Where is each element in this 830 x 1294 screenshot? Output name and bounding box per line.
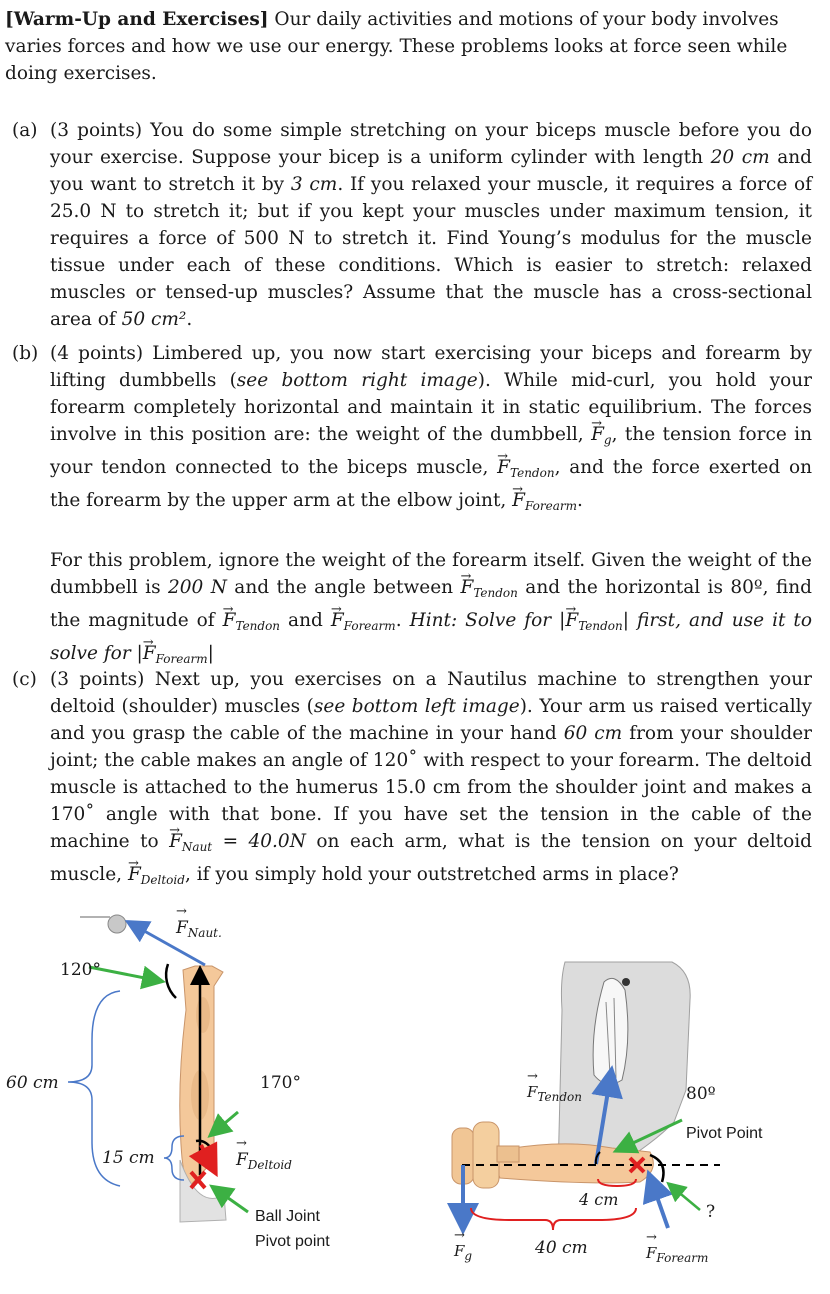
- part-b-hint: Hint: Solve for |→ $F_{Tendon}|$ first, and use it to solve for |→ $F_{Forearm}|$: [50, 610, 812, 664]
- part-b: (b) (4 points) Limbered up, you now start exercising your biceps and forearm by lifting dumbbells (see bottom right image). While mid-curl, you hold your forearm completely horizontal and maintain it in static equilibrium. The forces involve in this position are: the weight of the dumbbell, → $F_g$, the tension force in your tendon connected to the biceps muscle, → $F_{Tendon}$, and the force exerted on the forearm by the upper arm at the elbow joint, → $F_{Forearm}$. For this problem, ignore the weight of the forearm itself. Given the weight of the dumbbell is 200 N and the angle between → $F_{Tendon}$ and the horizontal is 80º, find the magnitude of → $F_{Tendon}$ and → $F_{Forearm}$. Hint: Solve for |→ $F_{Tendon}|$ first, and use it to solve for |→ $F_{Forearm}|$: [12, 340, 812, 673]
- label-ball-joint: Ball Joint: [255, 1208, 320, 1225]
- label-ftendon: → $F_{Tendon}$: [527, 1083, 582, 1104]
- part-a-length: 20 cm: [710, 147, 770, 168]
- intro-paragraph: [5, 6, 820, 87]
- label-fforearm: → $F_{Forearm}$: [646, 1244, 708, 1265]
- part-b-label: (b): [12, 343, 39, 364]
- fforearm-arrow: [650, 1177, 668, 1228]
- part-b-text-1: Limbered up, you now start exercising your biceps and forearm by lifting dumbbells (: [50, 343, 812, 391]
- vec-fforearm: → $F_{Forearm}$: [512, 490, 577, 511]
- label-question: ?: [706, 1202, 716, 1222]
- part-c-tension: 40.0N: [248, 831, 306, 852]
- part-a: [12, 117, 812, 333]
- part-a-text-4: .: [186, 309, 193, 330]
- angle170-pointer: [212, 1112, 238, 1134]
- part-c-text-3: from your shoulder joint; the cable makes an angle of 120˚ with respect to your forearm. The deltoid muscle is attached to the humerus 15.0 cm from the shoulder joint and makes a 170˚ angle with that bone. If you have set the tension in the cable of the machine to: [50, 723, 813, 852]
- part-b-weight: 200 N: [167, 577, 227, 598]
- part-b-angle: 80º: [730, 577, 763, 598]
- vec-fdeltoid: → $F_{Deltoid}$: [128, 864, 185, 885]
- label-80-degrees: 80º: [686, 1084, 716, 1104]
- part-c-text-5: on each arm, what is the tension on your deltoid muscle,: [50, 831, 812, 885]
- label-pivot-point-right: Pivot Point: [686, 1125, 763, 1142]
- intro-heading: [Warm-Up and Exercises]: [5, 9, 269, 30]
- label-fdeltoid: → $F_{Deltoid}$: [236, 1150, 292, 1172]
- label-pivot-point: Pivot point: [255, 1233, 330, 1250]
- part-c-text-1: Next up, you exercises on a Nautilus machine to strengthen your deltoid (shoulder) muscles (: [50, 669, 812, 717]
- part-a-area: 50 cm²: [121, 309, 187, 330]
- part-a-points: (3 points): [50, 120, 143, 141]
- part-b-p2-text-1: For this problem, ignore the weight of the forearm itself. Given the weight of the dumbbell is: [50, 550, 812, 598]
- part-c-points: (3 points): [50, 669, 145, 690]
- part-b-text-2: ). While mid-curl, you hold your forearm completely horizontal and maintain it in static equilibrium. The forces involve in this position are: the weight of the dumbbell,: [50, 370, 812, 445]
- vec-fg: → $F_g$: [591, 424, 612, 445]
- part-c-text-2: ). Your arm us raised vertically and you grasp the cable of the machine in your hand: [50, 696, 812, 744]
- dumbbell-plate-inner: [473, 1122, 499, 1188]
- label-15cm: 15 cm: [102, 1148, 155, 1168]
- vec-ftendon: → $F_{Tendon}$: [497, 457, 554, 478]
- label-40cm: 40 cm: [535, 1238, 588, 1258]
- label-120-degrees: 120°: [60, 960, 101, 980]
- part-a-text-1: You do some simple stretching on your biceps muscle before you do your exercise. Suppose your bicep is a uniform cylinder with length: [50, 120, 812, 168]
- label-4cm: 4 cm: [579, 1190, 619, 1209]
- part-a-label: (a): [12, 120, 38, 141]
- part-c-image-ref: see bottom left image: [313, 696, 520, 717]
- part-a-text-3: . If you relaxed your muscle, it requires a force of 25.0 N to stretch it; but if you kept your muscles under maximum tension, it requires a force of 500 N to stretch it. Find Young’s modulus for the muscle tissue under each of these conditions. Which is easier to stretch: relaxed muscles or tensed-up muscles? Assume that the muscle has a cross-sectional area of: [50, 174, 813, 330]
- vec-fnaut: → $F_{Naut}$: [169, 831, 212, 852]
- figures: [0, 890, 830, 1290]
- part-b-points: (4 points): [50, 343, 144, 364]
- brace-40cm: [471, 1208, 636, 1230]
- part-c-text-6: , if you simply hold your outstretched arms in place?: [184, 864, 679, 885]
- part-b-image-ref: see bottom right image: [236, 370, 478, 391]
- part-a-text-2: and you want to stretch it by: [50, 147, 813, 195]
- part-c-label: (c): [12, 669, 37, 690]
- part-a-stretch: 3 cm: [290, 174, 338, 195]
- intro-text: Our daily activities and motions of your body involves varies forces and how we use our energy. These problems looks at force seen while doing exercises.: [5, 9, 788, 84]
- pulley-icon: [108, 915, 126, 933]
- label-fg: → $F_g$: [454, 1242, 472, 1263]
- part-c: (c) (3 points) Next up, you exercises on a Nautilus machine to strengthen your deltoid (shoulder) muscles (see bottom left image). Your arm us raised vertically and you grasp the cable of the machine in your hand 60 cm from your shoulder joint; the cable makes an angle of 120˚ with respect to your forearm. The deltoid muscle is attached to the humerus 15.0 cm from the shoulder joint and makes a 170˚ angle with that bone. If you have set the tension in the cable of the machine to → $F_{Naut} = 40.0N$ on each arm, what is the tension on your deltoid muscle, → $F_{Deltoid}$, if you simply hold your outstretched arms in place?: [12, 666, 812, 894]
- part-b-text-4: , and the force exerted on the forearm by the upper arm at the elbow joint,: [50, 457, 812, 511]
- label-170-degrees: 170°: [260, 1073, 301, 1093]
- part-c-distance: 60 cm: [563, 723, 623, 744]
- part-b-text-3: , the tension force in your tendon connected to the biceps muscle,: [50, 424, 813, 478]
- question-pointer: [670, 1185, 700, 1210]
- label-fnaut: → $F_{Naut.}$: [176, 918, 222, 940]
- label-60cm: 60 cm: [6, 1073, 59, 1093]
